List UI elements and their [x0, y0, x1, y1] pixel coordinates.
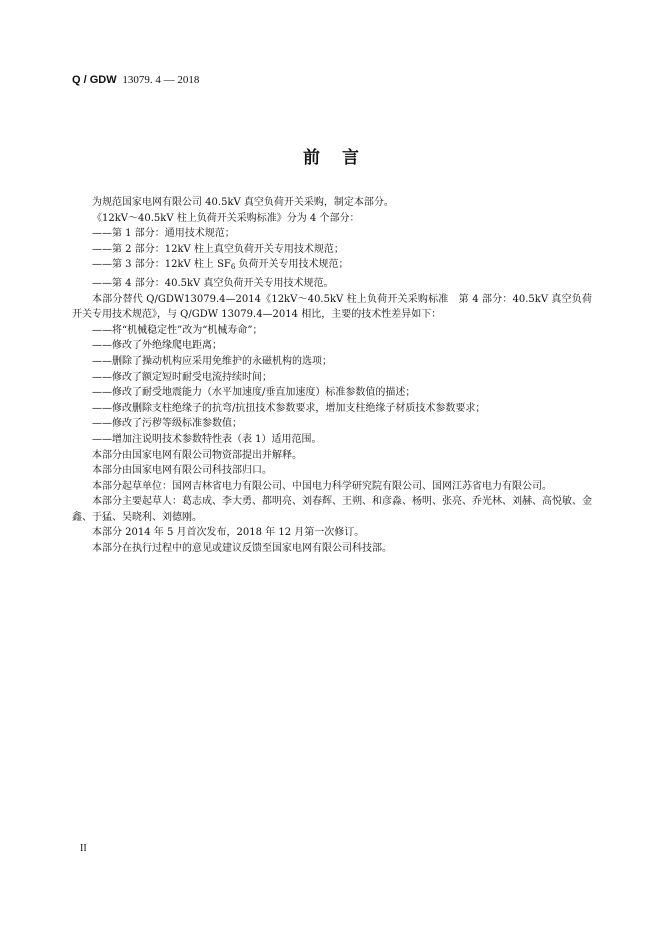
paragraph: 本部分由国家电网有限公司物资部提出并解释。 — [92, 449, 302, 461]
paragraph: 为规范国家电网有限公司 40.5kV 真空负荷开关采购，制定本部分。 — [92, 197, 394, 208]
standard-header — [72, 74, 199, 86]
foreword-body — [72, 195, 592, 557]
paragraph: 本部分起草单位：国网吉林省电力有限公司、中国电力科学研究院有限公司、国网江苏省电力有限公司。 — [92, 480, 552, 492]
paragraph: 《12kV～40.5kV 柱上负荷开关采购标准》分为 4 个部分： — [92, 212, 360, 224]
sf6-line-after: 负荷开关专用技术规范； — [235, 259, 349, 271]
list-item: ——修改了耐受地震能力（水平加速度/垂直加速度）标准参数值的描述； — [92, 387, 416, 399]
paragraph: 本部分在执行过程中的意见或建议反馈至国家电网有限公司科技部。 — [92, 543, 392, 555]
list-item: ——修改删除支柱绝缘子的抗弯/抗扭技术参数要求，增加支柱绝缘子材质技术参数要求； — [92, 402, 486, 414]
list-item: ——修改了污秽等级标准参数值； — [92, 418, 242, 430]
list-item: ——修改了额定短时耐受电流持续时间； — [92, 371, 272, 383]
list-item: ——第 2 部分：12kV 柱上真空负荷开关专用技术规范； — [92, 243, 344, 255]
list-item: ——删除了操动机构应采用免维护的永磁机构的选项； — [92, 355, 332, 367]
list-item: ——修改了外绝缘爬电距离； — [92, 340, 222, 352]
paragraph: 本部分替代 Q/GDW13079.4—2014《12kV～40.5kV 柱上负荷开关采购标准 第 4 部分：40.5kV 真空负荷开关专用技术规范》，与 Q/GDW 13079.4—2014 相比，主要的技术性差异如下： — [72, 293, 592, 321]
page-number: II — [80, 843, 87, 854]
paragraph: 本部分主要起草人：葛志成、李大勇、都明亮、刘春辉、王朔、和彦淼、杨明、张亮、乔光林、刘赫、高悦敏、金鑫、于猛、吴晓利、刘德刚。 — [72, 496, 592, 523]
list-item: ——增加注说明技术参数特性表（表 1）适用范围。 — [92, 433, 322, 445]
standard-number: 13079. 4 — 2018 — [122, 74, 200, 86]
paragraph: 本部分由国家电网有限公司科技部归口。 — [92, 465, 272, 477]
list-item: ——将“机械稳定性”改为“机械寿命”； — [92, 324, 263, 336]
sf6-line-before: ——第 3 部分：12kV 柱上 SF — [92, 259, 231, 271]
standard-code: Q / GDW — [72, 74, 117, 86]
sf6-line-sub: 6 — [230, 263, 236, 272]
paragraph: 本部分 2014 年 5 月首次发布，2018 年 12 月第一次修订。 — [92, 527, 365, 539]
list-item: ——第 4 部分：40.5kV 真空负荷开关专用技术规范。 — [92, 277, 334, 289]
page-title: 前言 — [303, 148, 381, 168]
list-item-sf6 — [72, 257, 592, 276]
list-item: ——第 1 部分：通用技术规范； — [92, 228, 235, 240]
